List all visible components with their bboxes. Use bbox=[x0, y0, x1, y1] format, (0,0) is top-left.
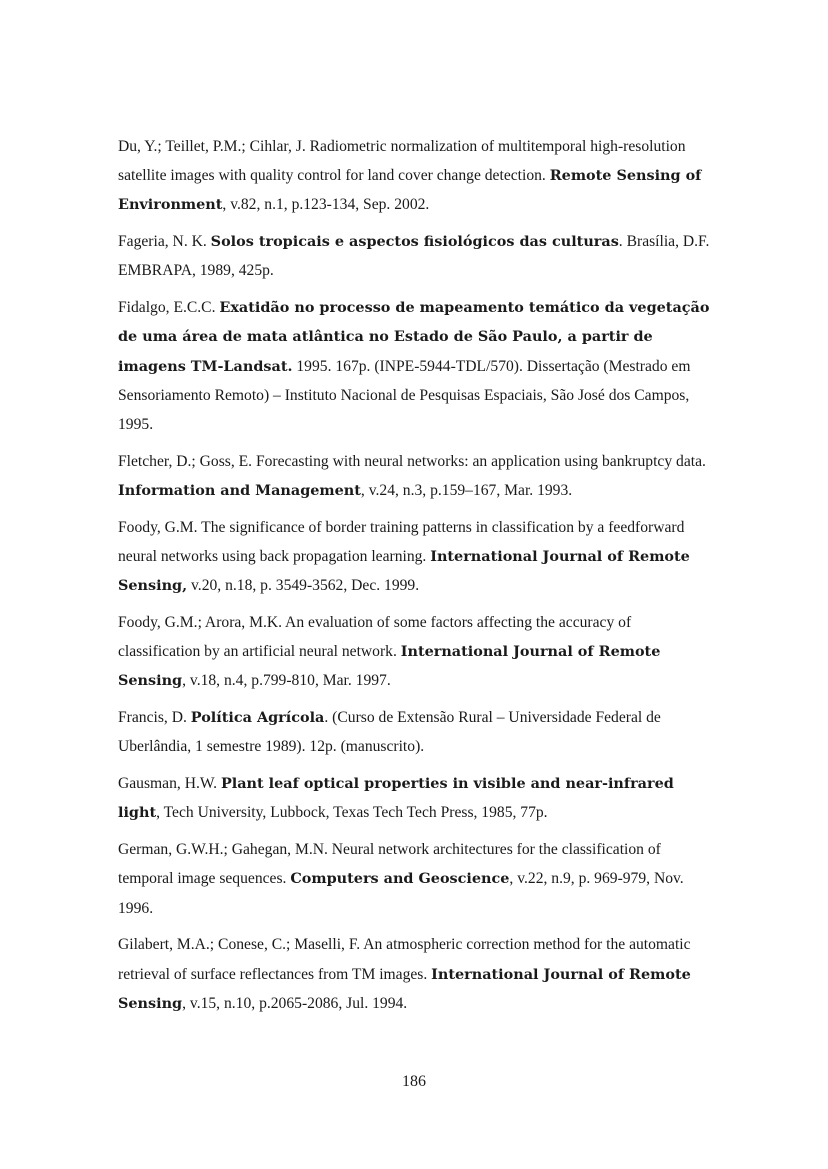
reference-text: Foody, G.M. The significance of border training patterns in classification by a feedforward neural networks using back propagation learning. bbox=[118, 518, 685, 566]
reference-text: Gausman, H.W. bbox=[118, 775, 221, 793]
reference-entry bbox=[118, 703, 714, 761]
reference-entry bbox=[118, 447, 714, 505]
reference-text: Du, Y.; Teillet, P.M.; Cihlar, J. Radiometric normalization of multitemporal high-resolution satellite images with quality control for land cover change detection. bbox=[118, 138, 686, 185]
reference-source-title: Remote Sensing of Environment bbox=[118, 167, 702, 214]
reference-source-title: International Journal of Remote Sensing bbox=[118, 643, 661, 690]
reference-source-title: Política Agrícola bbox=[190, 709, 325, 727]
reference-text: Gilabert, M.A.; Conese, C.; Maselli, F. An atmospheric correction method for the automatic retrieval of surface reflectances from TM images. bbox=[118, 936, 691, 983]
reference-text: Foody, G.M.; Arora, M.K. An evaluation of some factors affecting the accuracy of classification by an artificial neural network. bbox=[118, 614, 632, 661]
reference-source-title: Solos tropicais e aspectos fisiológicos das culturas bbox=[210, 233, 619, 251]
reference-details: . Brasília, D.F. EMBRAPA, 1989, 425p. bbox=[118, 233, 710, 280]
reference-entry bbox=[118, 769, 714, 827]
reference-details: v.20, n.18, p. 3549-3562, Dec. 1999. bbox=[187, 577, 420, 595]
reference-source-title: International Journal of Remote Sensing bbox=[118, 965, 691, 1012]
reference-entry bbox=[118, 293, 714, 439]
reference-entry bbox=[118, 513, 714, 601]
reference-entry bbox=[118, 227, 714, 285]
reference-details: , v.18, n.4, p.799-810, Mar. 1997. bbox=[182, 672, 391, 690]
reference-source-title: Information and Management bbox=[118, 482, 361, 500]
reference-source-title: Exatidão no processo de mapeamento temático da vegetação de uma área de mata atlântica no Estado de São Paulo, a partir de imagens TM-Landsat. bbox=[118, 299, 710, 375]
reference-source-title: Computers and Geoscience bbox=[290, 870, 510, 888]
reference-details: , v.24, n.3, p.159–167, Mar. 1993. bbox=[360, 482, 573, 500]
reference-details: , v.15, n.10, p.2065-2086, Jul. 1994. bbox=[182, 994, 408, 1012]
reference-list bbox=[118, 132, 714, 1026]
reference-details: , Tech University, Lubbock, Texas Tech Tech Press, 1985, 77p. bbox=[156, 804, 548, 822]
reference-text: Fletcher, D.; Goss, E. Forecasting with neural networks: an application using bankruptcy data. bbox=[118, 452, 706, 470]
reference-details: , v.22, n.9, p. 969-979, Nov. 1996. bbox=[118, 870, 684, 917]
reference-entry bbox=[118, 608, 714, 696]
reference-text: Fageria, N. K. bbox=[118, 233, 211, 251]
reference-entry bbox=[118, 835, 714, 923]
reference-source-title: International Journal of Remote Sensing, bbox=[118, 548, 690, 595]
reference-entry bbox=[118, 930, 714, 1018]
reference-source-title: Plant leaf optical properties in visible and near-infrared light bbox=[118, 775, 674, 822]
reference-details: , v.82, n.1, p.123-134, Sep. 2002. bbox=[222, 196, 430, 214]
reference-details: 1995. 167p. (INPE-5944-TDL/570). Dissertação (Mestrado em Sensoriamento Remoto) – Instituto Nacional de Pesquisas Espaciais, São José dos Campos, 1995. bbox=[118, 357, 691, 434]
reference-text: German, G.W.H.; Gahegan, M.N. Neural network architectures for the classification of temporal image sequences. bbox=[118, 841, 661, 888]
page-number: 186 bbox=[402, 1073, 426, 1090]
reference-details: . (Curso de Extensão Rural – Universidade Federal de Uberlândia, 1 semestre 1989). 12p. (manuscrito). bbox=[118, 709, 661, 756]
reference-entry bbox=[118, 132, 714, 220]
reference-text: Fidalgo, E.C.C. bbox=[118, 299, 220, 317]
reference-text: Francis, D. bbox=[118, 709, 191, 727]
